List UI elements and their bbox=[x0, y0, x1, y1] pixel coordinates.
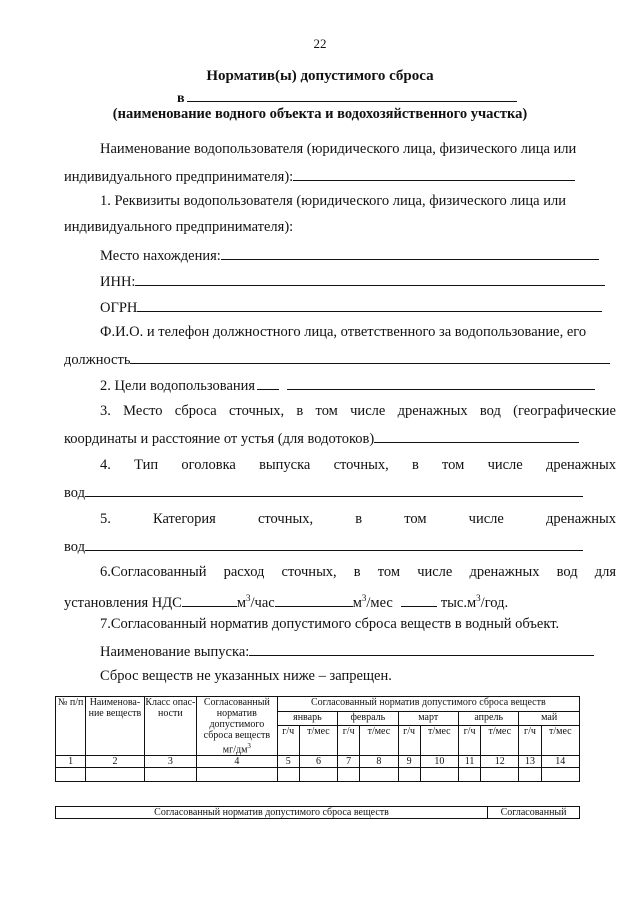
header-norm: Согласованный норматив допустимого сброса веществ $мг/дм^3$ bbox=[197, 697, 278, 756]
purpose-blank-short[interactable] bbox=[257, 375, 279, 390]
head-blank[interactable] bbox=[85, 482, 583, 497]
table-header-row bbox=[56, 697, 580, 712]
header-num: № п/п bbox=[56, 697, 86, 756]
water-body-blank[interactable] bbox=[187, 88, 517, 102]
second-table bbox=[55, 806, 580, 819]
forbidden-line: Сброс веществ не указанных ниже – запрещен. bbox=[100, 668, 392, 684]
unit-cell: т/мес bbox=[541, 726, 579, 756]
head-line-2 bbox=[64, 482, 583, 502]
page-number: 22 bbox=[313, 36, 327, 51]
column-number: 3 bbox=[144, 756, 196, 768]
norm-line: 7.Согласованный норматив допустимого сброса веществ в водный объект. bbox=[100, 616, 560, 632]
ogrn-blank[interactable] bbox=[137, 297, 602, 312]
column-number: 7 bbox=[338, 756, 360, 768]
inn-label: ИНН: bbox=[100, 274, 136, 290]
place-line-1: 3. Место сброса сточных, в том числе дренажных вод (географические bbox=[100, 403, 616, 419]
user-name-label: индивидуального предпринимателя): bbox=[64, 169, 294, 185]
flow-hour-blank[interactable] bbox=[182, 592, 237, 607]
column-number: 10 bbox=[420, 756, 458, 768]
ogrn-label: ОГРН bbox=[100, 300, 138, 316]
document-title: Норматив(ы) допустимого сброса bbox=[206, 68, 434, 84]
flow-unit-hour: $м^3$/час bbox=[236, 593, 275, 611]
flow-month-blank[interactable] bbox=[275, 592, 353, 607]
unit-cell: т/мес bbox=[481, 726, 519, 756]
column-number: 6 bbox=[299, 756, 337, 768]
unit-cell: т/мес bbox=[299, 726, 337, 756]
column-number: 5 bbox=[277, 756, 299, 768]
location-label: Место нахождения: bbox=[100, 248, 221, 264]
unit-cell: г/ч bbox=[398, 726, 420, 756]
document-subtitle: (наименование водного объекта и водохозяйственного участка) bbox=[112, 106, 528, 122]
header-norm-group: Согласованный норматив допустимого сброса веществ bbox=[277, 697, 579, 712]
month-cell: февраль bbox=[338, 711, 398, 726]
outlet-label: Наименование выпуска: bbox=[100, 644, 250, 660]
location-blank[interactable] bbox=[221, 245, 599, 260]
purpose-label: 2. Цели водопользования bbox=[100, 378, 256, 394]
official-line-1: Ф.И.О. и телефон должностного лица, ответственного за водопользование, его bbox=[100, 324, 587, 340]
category-line-2 bbox=[64, 536, 583, 556]
requisites-line-2: индивидуального предпринимателя): bbox=[64, 219, 294, 235]
month-cell: май bbox=[519, 711, 580, 726]
column-number: 13 bbox=[519, 756, 541, 768]
place-blank[interactable] bbox=[374, 428, 579, 443]
ogrn-line bbox=[100, 297, 602, 317]
column-number: 9 bbox=[398, 756, 420, 768]
norms-table bbox=[55, 696, 580, 782]
unit-cell: г/ч bbox=[458, 726, 480, 756]
month-cell: апрель bbox=[458, 711, 518, 726]
column-number: 11 bbox=[458, 756, 480, 768]
official-blank[interactable] bbox=[130, 349, 610, 364]
unit-cell: т/мес bbox=[420, 726, 458, 756]
place-label: координаты и расстояние от устья (для водотоков) bbox=[64, 431, 375, 447]
header-substance: Наименова-ние веществ bbox=[86, 697, 144, 756]
head-line-1: 4. Тип оголовка выпуска сточных, в том числе дренажных bbox=[100, 457, 616, 473]
unit-cell: т/мес bbox=[360, 726, 398, 756]
header-hazard-class: Класс опас-ности bbox=[144, 697, 196, 756]
table-empty-row bbox=[56, 768, 580, 782]
user-name-line-1: Наименование водопользователя (юридического лица, физического лица или bbox=[100, 141, 577, 157]
head-label: вод bbox=[64, 485, 85, 501]
official-line-2 bbox=[64, 349, 610, 369]
purpose-blank[interactable] bbox=[287, 375, 595, 390]
unit-cell: г/ч bbox=[338, 726, 360, 756]
column-number: 14 bbox=[541, 756, 579, 768]
category-blank[interactable] bbox=[85, 536, 583, 551]
inn-blank[interactable] bbox=[135, 271, 605, 286]
flow-unit-month: $м^3$/мес bbox=[352, 593, 393, 611]
unit-cell: г/ч bbox=[277, 726, 299, 756]
location-line bbox=[100, 245, 599, 265]
category-line-1: 5. Категория сточных, в том числе дренажных bbox=[100, 511, 616, 527]
column-number: 4 bbox=[197, 756, 278, 768]
flow-year-blank[interactable] bbox=[401, 592, 437, 607]
flow-line-2 bbox=[64, 589, 508, 612]
column-number: 12 bbox=[481, 756, 519, 768]
flow-unit-year: $тыс.м^3$/год. bbox=[440, 593, 509, 611]
water-body-field bbox=[177, 88, 517, 107]
outlet-blank[interactable] bbox=[249, 641, 594, 656]
requisites-line-1: 1. Реквизиты водопользователя (юридического лица, физического лица или bbox=[100, 193, 566, 209]
column-number: 2 bbox=[86, 756, 144, 768]
flow-label: установления НДС bbox=[64, 594, 182, 611]
month-cell: январь bbox=[277, 711, 337, 726]
column-number: 1 bbox=[56, 756, 86, 768]
outlet-line bbox=[100, 641, 594, 661]
column-number: 8 bbox=[360, 756, 398, 768]
second-table-header-row bbox=[56, 807, 580, 819]
unit-cell: г/ч bbox=[519, 726, 541, 756]
place-line-2 bbox=[64, 428, 579, 448]
user-name-line-2 bbox=[64, 166, 575, 186]
second-table-agreed-header: Согласованный bbox=[488, 807, 580, 819]
flow-line-1: 6.Согласованный расход сточных, в том числе дренажных вод для bbox=[100, 564, 616, 580]
official-label: должность bbox=[64, 352, 131, 368]
second-table-norm-header: Согласованный норматив допустимого сброса веществ bbox=[56, 807, 488, 819]
in-prefix: в bbox=[177, 91, 185, 106]
table-numbers-row bbox=[56, 756, 580, 768]
user-name-blank[interactable] bbox=[293, 166, 575, 181]
purpose-line bbox=[100, 375, 595, 395]
inn-line bbox=[100, 271, 605, 291]
category-label: вод bbox=[64, 539, 85, 555]
month-cell: март bbox=[398, 711, 458, 726]
